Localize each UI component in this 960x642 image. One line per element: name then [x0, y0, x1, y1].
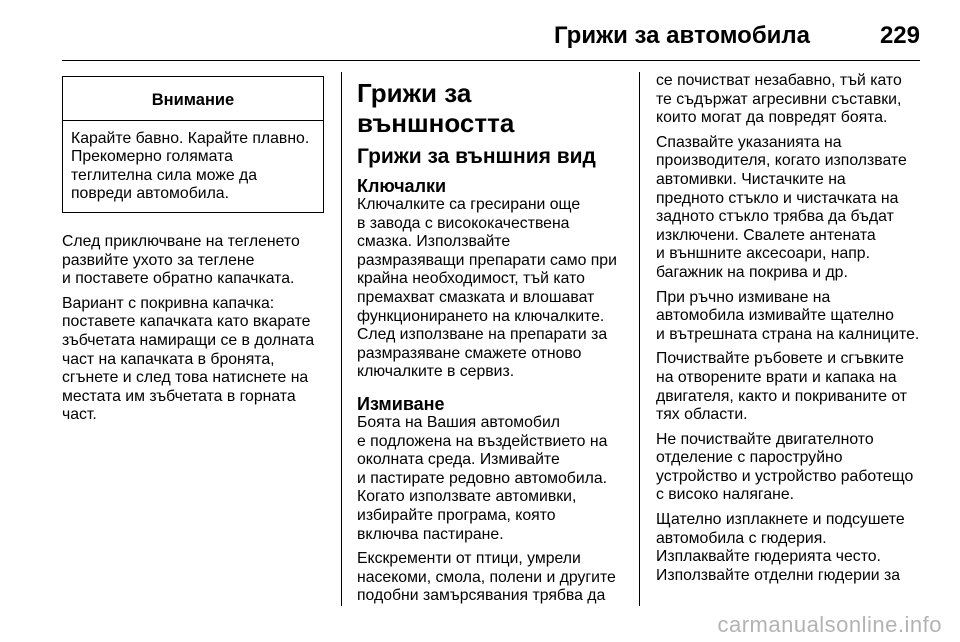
paragraph: След приключване на тегленето развийте ухото за теглене и поставете обратно капачката.: [62, 232, 300, 288]
washing-heading: Измиване: [357, 393, 445, 414]
paragraph: Боята на Вашия автомобил е подложена на въздействието на околната среда. Измивайте и пастирате редовно автомобила. Когато използвате автомивки, избирайте програма, която включва пастиране.: [357, 413, 608, 543]
locks-heading: Ключалки: [357, 176, 447, 196]
paragraph: При ръчно измиване на автомобила измивайте щателно и вътрешната страна на калниците.: [656, 288, 920, 343]
paragraph: Почиствайте ръбовете и сгъвките на отворените врати и капака на двигателя, както и покриваните от тях области.: [656, 350, 908, 424]
header-rule: [62, 60, 920, 61]
warning-box: [62, 76, 324, 213]
warning-title: Внимание: [63, 77, 323, 121]
column-divider-1: [341, 72, 342, 606]
column-2: [357, 72, 623, 612]
paragraph: се почистват незабавно, тъй като те съдържат агресивни съставки, които могат да повредят боята.: [656, 72, 902, 127]
column-1: [62, 72, 328, 431]
paragraph: Екскременти от птици, умрели насекоми, смола, полени и другите подобни замърсявания трябва да: [357, 550, 616, 605]
watermark: carmanualsonline.info: [717, 612, 942, 637]
paragraph: Щателно изплакнете и подсушете автомобила с гюдерия. Изплаквайте гюдерията често. Използвайте отделни гюдерии за: [656, 511, 905, 584]
warning-text: Карайте бавно. Карайте плавно. Прекомерно голямата теглителна сила може да повреди автомобила.: [71, 129, 310, 203]
section-title: Грижи за външността: [357, 78, 515, 138]
page-number: 229: [879, 22, 920, 49]
paragraph: Спазвайте указанията на производителя, когато използвате автомивки. Чистачките на предното стъкло и чистачката на задното стъкло трябва да бъдат изключени. Свалете антената и външните аксесоари, напр. багажник на покрива и др.: [656, 133, 907, 281]
subsection-title: Грижи за външния вид: [357, 145, 596, 168]
header-title: Грижи за автомобила: [553, 22, 810, 49]
column-divider-2: [639, 72, 640, 606]
paragraph: Не почиствайте двигателното отделение с пароструйно устройство и устройство работещо с високо налягане.: [656, 430, 914, 504]
locks-text: Ключалките са гресирани още в завода с висококачествена смазка. Използвайте размразяващи препарати само при крайна необходимост, тъй като премахват смазката и влошават функционирането на ключалките. След използване на препарати за размразяване смажете отново ключалките в сервиз.: [357, 196, 617, 381]
paragraph: Вариант с покривна капачка: поставете капачката като вкарате зъбчетата намиращи се в долната част на капачката в бронята, сгънете и след това натиснете на местата им зъбчетата в горната част.: [62, 294, 315, 424]
column-3: [656, 72, 934, 591]
